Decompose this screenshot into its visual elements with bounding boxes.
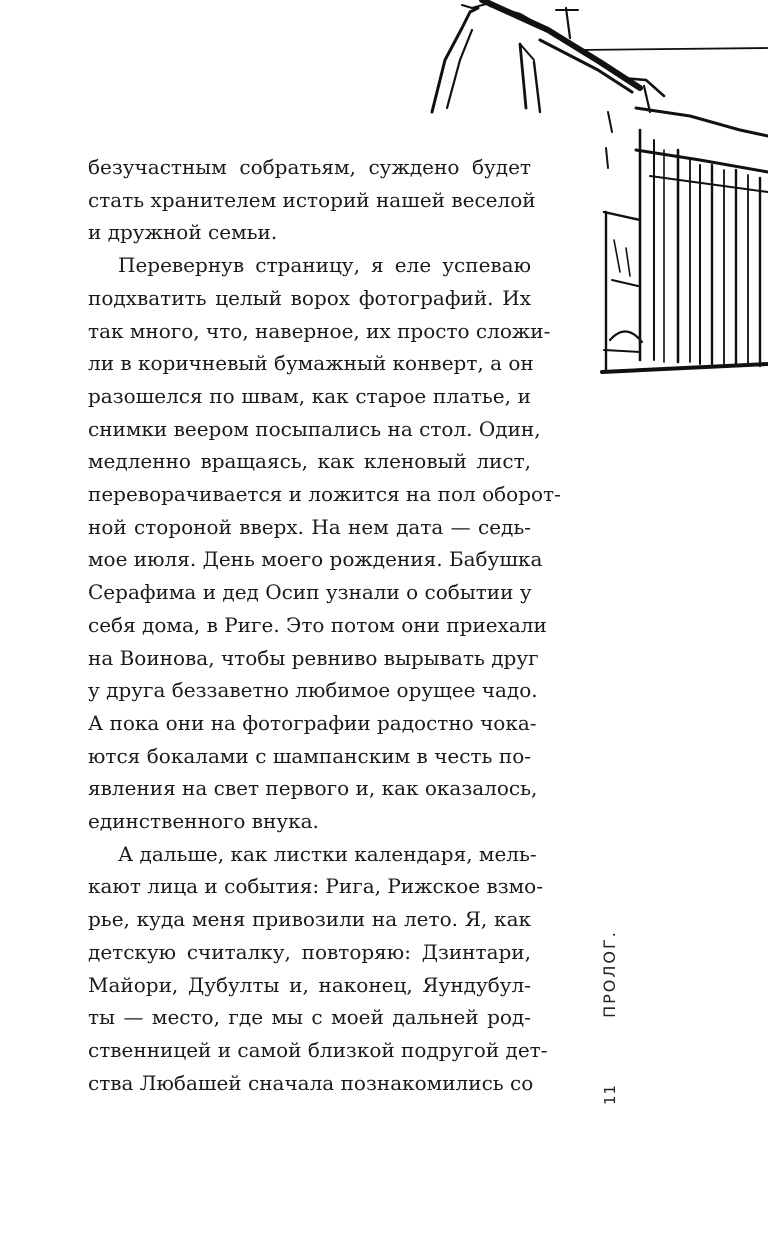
text-line: безучастным собратьям, суждено будет: [88, 155, 531, 179]
text-line: ственницей и самой близкой подругой дет-: [88, 1037, 548, 1062]
body-text: [88, 151, 561, 1099]
paragraph-1: [88, 151, 536, 249]
text-line: Серафима и дед Осип узнали о событии у: [88, 580, 532, 605]
text-line: ты — место, где мы с моей дальней род-: [88, 1005, 531, 1030]
text-line: кают лица и события: Рига, Рижское взмо-: [88, 874, 543, 899]
text-line: ли в коричневый бумажный конверт, а он: [88, 351, 534, 376]
running-title: ПРОЛОГ.: [600, 930, 619, 1018]
text-line: подхватить целый ворох фотографий. Их: [88, 285, 531, 310]
text-line: так много, что, наверное, их просто сложи-: [88, 318, 551, 343]
text-line: рье, куда меня привозили на лето. Я, как: [88, 907, 531, 932]
text-line: снимки веером посыпались на стол. Один,: [88, 416, 541, 441]
text-line: ются бокалами с шампанским в честь по-: [88, 743, 531, 768]
text-line: детскую считалку, повторяю: Дзинтари,: [88, 939, 531, 964]
text-line: у друга беззаветно любимое орущее чадо.: [88, 678, 538, 703]
paragraph-3: [88, 838, 548, 1100]
text-line: медленно вращаясь, как кленовый лист,: [88, 449, 531, 474]
text-line: мое июля. День моего рождения. Бабушка: [88, 547, 543, 572]
text-line: переворачивается и ложится на пол оборот-: [88, 482, 561, 507]
text-line: ства Любашей сначала познакомились со: [88, 1070, 534, 1095]
text-line: ной стороной вверх. На нем дата — седь-: [88, 514, 531, 539]
paragraph-2: [88, 249, 561, 838]
text-line: явления на свет первого и, как оказалось,: [88, 776, 538, 801]
text-line: Перевернув страницу, я еле успеваю: [118, 253, 531, 278]
page-number: 11: [601, 1083, 619, 1105]
text-line: Майори, Дубулты и, наконец, Яундубул-: [88, 972, 531, 997]
text-line: А пока они на фотографии радостно чока-: [88, 710, 537, 735]
text-line: единственного внука.: [88, 809, 319, 834]
running-footer: [600, 930, 619, 1105]
text-line: себя дома, в Риге. Это потом они приехали: [88, 612, 547, 637]
text-line: и дружной семьи.: [88, 220, 278, 245]
text-line: на Воинова, чтобы ревниво вырывать друг: [88, 645, 539, 670]
text-line: А дальше, как листки календаря, мель-: [118, 841, 537, 866]
text-line: разошелся по швам, как старое платье, и: [88, 383, 531, 408]
text-line: стать хранителем историй нашей веселой: [88, 187, 536, 212]
